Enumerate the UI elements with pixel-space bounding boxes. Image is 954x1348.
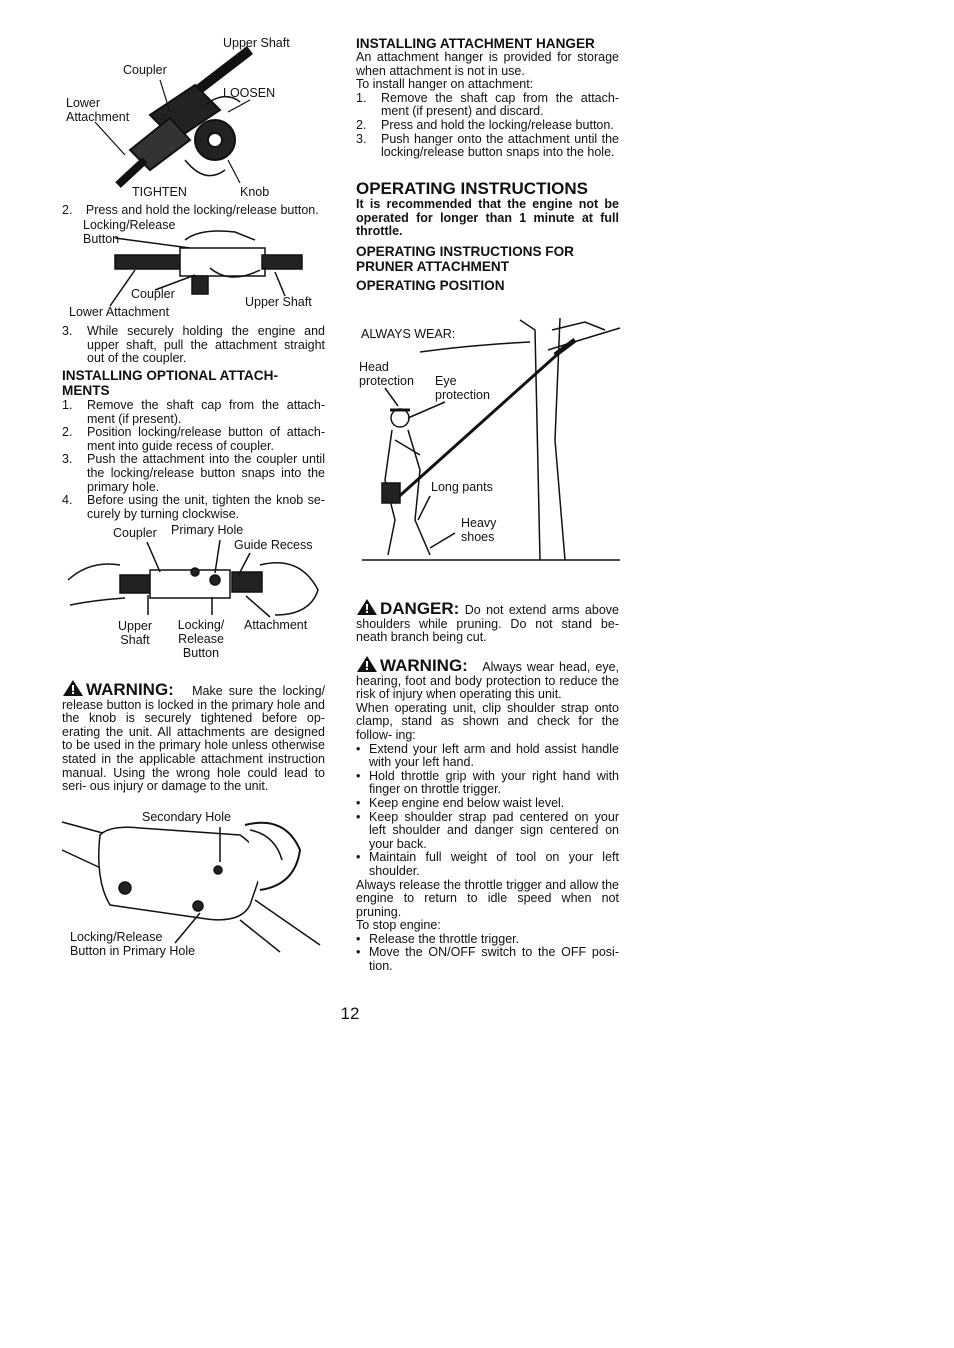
step-text: Before using the unit, tighten the knob se- curely by turning clockwise. bbox=[87, 493, 325, 521]
warning-text-2: When operating unit, clip shoulder strap onto clamp, stand as shown and check for the follow- ing: bbox=[356, 700, 619, 742]
danger-box bbox=[356, 598, 619, 645]
label-secondary-hole: Secondary Hole bbox=[142, 810, 231, 824]
label-locking-release: Locking/Release Button bbox=[83, 218, 176, 246]
warning-paragraph bbox=[356, 655, 619, 702]
step-number: 2. bbox=[62, 425, 73, 440]
danger-paragraph bbox=[356, 598, 619, 645]
danger-text: Do not extend arms above shoulders while pruning. Do not stand be- neath branch being cut. bbox=[356, 603, 619, 645]
label-tighten: TIGHTEN bbox=[132, 185, 187, 199]
step-number: 3. bbox=[356, 131, 367, 146]
step-number: 3. bbox=[62, 452, 73, 467]
warning-heading: WARNING: bbox=[86, 680, 174, 699]
step-text: Push hanger onto the attachment until the locking/release button snaps into the hole. bbox=[381, 131, 619, 160]
label-locking-release: Locking/ Release Button bbox=[177, 618, 225, 660]
bullet-list-stop bbox=[356, 933, 619, 974]
hanger-intro: An attachment hanger is provided for storage when attachment is not in use. bbox=[356, 50, 619, 78]
step-number: 2. bbox=[62, 203, 73, 217]
step-text: Push the attachment into the coupler until the locking/release button snaps into the primary hole. bbox=[87, 452, 325, 494]
step-text: Position locking/release button of attach- ment into guide recess of coupler. bbox=[87, 425, 325, 453]
bullet-list bbox=[356, 743, 619, 879]
list-item: • Move the ON/OFF switch to the OFF posi- tion. bbox=[356, 945, 619, 974]
warning-text-4: To stop engine: bbox=[356, 918, 441, 933]
bullet-text: Maintain full weight of tool on your left shoulder. bbox=[369, 850, 619, 878]
label-knob: Knob bbox=[240, 185, 270, 199]
step-number: 4. bbox=[62, 493, 73, 508]
label-always-wear: ALWAYS WEAR: bbox=[361, 327, 456, 341]
label-coupler: Coupler bbox=[123, 63, 167, 77]
label-upper-shaft: Upper Shaft bbox=[223, 36, 290, 50]
label-upper-shaft: Upper Shaft bbox=[245, 295, 312, 309]
label-locking-release: Locking/Release Button in Primary Hole bbox=[70, 930, 196, 958]
step-number: 1. bbox=[356, 90, 367, 105]
danger-triangle-icon bbox=[356, 598, 378, 616]
step-number: 3. bbox=[62, 324, 73, 338]
step-text: Press and hold the locking/release button. bbox=[381, 117, 614, 132]
bullet-text: Extend your left arm and hold assist handle with your left hand. bbox=[369, 741, 619, 770]
list-item: • Maintain full weight of tool on your left shoulder. bbox=[356, 850, 619, 878]
danger-heading: DANGER: bbox=[380, 599, 460, 618]
step-text: Press and hold the locking/release button. bbox=[85, 203, 319, 217]
list-item: • Extend your left arm and hold assist handle with your left hand. bbox=[356, 741, 619, 770]
bullet-text: Release the throttle trigger. bbox=[369, 931, 520, 946]
label-head-protection: Head protection bbox=[359, 360, 414, 388]
label-loosen: LOOSEN bbox=[223, 86, 276, 100]
warning-text: Make sure the locking/ release button is locked in the primary hole and the knob is securely tightened before op- erating the unit. All attachments are designed to be used in the primary hole unless otherwise stated in the applicable attachment instruction manual. Using the wrong hole could lead to seri- ous injury or damage to the unit. bbox=[62, 684, 325, 794]
warning-triangle-icon bbox=[356, 655, 378, 673]
label-eye-protection: Eye protection bbox=[435, 374, 490, 402]
label-heavy-shoes: Heavy shoes bbox=[461, 516, 497, 544]
hanger-lead: To install hanger on attachment: bbox=[356, 77, 534, 92]
bullet-text: Keep shoulder strap pad centered on your left shoulder and danger sign centered on your back. bbox=[369, 809, 619, 851]
subheading-pruner: OPERATING INSTRUCTIONS FOR PRUNER ATTACHMENT bbox=[356, 243, 575, 274]
step-number: 2. bbox=[356, 117, 367, 132]
step-text: Remove the shaft cap from the attach- ment (if present). bbox=[87, 398, 325, 426]
operating-bold-note: It is recommended that the engine not be operated for longer than 1 minute at full throttle. bbox=[356, 197, 619, 239]
subheading-position: OPERATING POSITION bbox=[356, 277, 505, 293]
bullet-text: Hold throttle grip with your right hand with finger on throttle trigger. bbox=[369, 768, 619, 797]
label-primary-hole: Primary Hole bbox=[171, 523, 244, 537]
list-item: • Release the throttle trigger. bbox=[356, 931, 520, 946]
warning-2 bbox=[356, 655, 619, 974]
step-text: While securely holding the engine and upper shaft, pull the attachment straight out of the coupler. bbox=[87, 324, 325, 366]
label-lower-attachment: Lower Attachment bbox=[69, 305, 170, 319]
label-attachment: Attachment bbox=[244, 618, 308, 632]
warning-heading: WARNING: bbox=[380, 656, 468, 675]
label-coupler: Coupler bbox=[131, 287, 175, 301]
label-coupler: Coupler bbox=[113, 526, 157, 540]
warning-text: Always wear head, eye, hearing, foot and body protection to reduce the risk of injury when operating this unit. bbox=[356, 660, 620, 702]
section-heading: INSTALLING OPTIONAL ATTACH- MENTS bbox=[62, 368, 278, 398]
list-item: • Hold throttle grip with your right hand with finger on throttle trigger. bbox=[356, 768, 619, 797]
list-item: • Keep engine end below waist level. bbox=[356, 795, 565, 810]
section-heading: OPERATING INSTRUCTIONS bbox=[356, 179, 589, 198]
section-heading: INSTALLING ATTACHMENT HANGER bbox=[356, 36, 595, 51]
page-number: 12 bbox=[340, 1004, 360, 1023]
label-upper-shaft: Upper Shaft bbox=[117, 619, 153, 647]
list-item: • Keep shoulder strap pad centered on your left shoulder and danger sign centered on your back. bbox=[356, 809, 619, 851]
bullet-text: Keep engine end below waist level. bbox=[369, 795, 565, 810]
step-text: Remove the shaft cap from the attach- ment (if present) and discard. bbox=[381, 90, 619, 119]
warning-text-3: Always release the throttle trigger and allow the engine to return to idle speed when not pruning. bbox=[356, 877, 619, 919]
bullet-text: Move the ON/OFF switch to the OFF posi- tion. bbox=[369, 945, 619, 974]
label-guide-recess: Guide Recess bbox=[234, 538, 313, 552]
label-lower-attachment: Lower Attachment bbox=[66, 96, 130, 124]
label-long-pants: Long pants bbox=[431, 480, 493, 494]
step-number: 1. bbox=[62, 398, 73, 412]
